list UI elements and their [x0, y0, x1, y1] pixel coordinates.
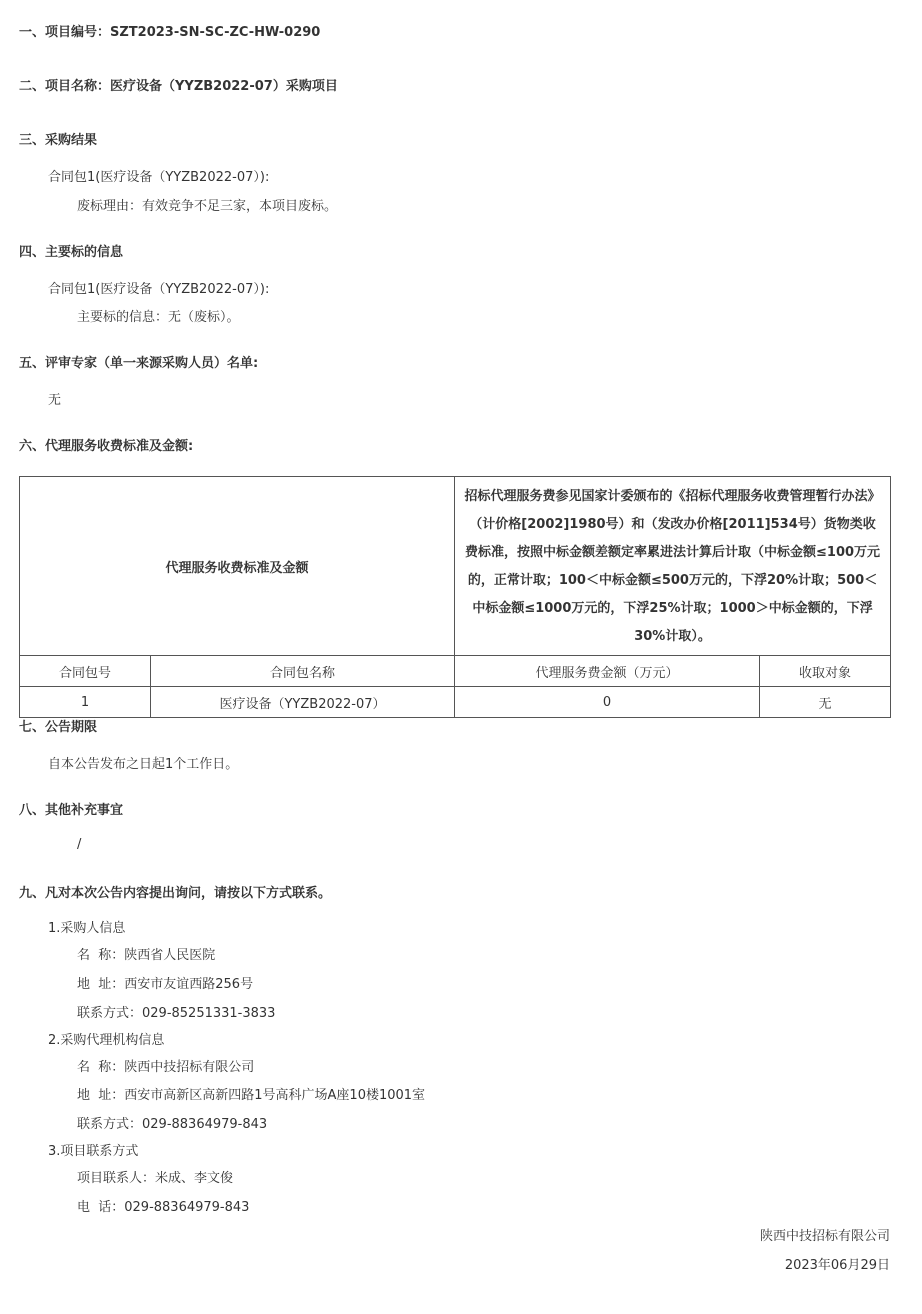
agency-info-title: 2.采购代理机构信息 — [48, 1033, 165, 1048]
col-header-charge-target: 收取对象 — [760, 656, 891, 687]
notice-period-detail: 自本公告发布之日起1个工作日。 — [48, 757, 239, 772]
col-header-package-name: 合同包名称 — [151, 656, 455, 687]
project-contact-title: 3.项目联系方式 — [48, 1144, 139, 1159]
footer-company: 陕西中技招标有限公司 — [759, 1229, 890, 1244]
project-contact-person: 项目联系人：米成、李文俊 — [77, 1171, 234, 1186]
project-number-heading: 一、项目编号：SZT2023-SN-SC-ZC-HW-0290 — [19, 25, 321, 40]
experts-heading: 五、评审专家（单一来源采购人员）名单: — [19, 356, 259, 371]
notice-period-heading: 七、公告期限 — [19, 720, 98, 735]
main-subject-heading: 四、主要标的信息 — [19, 245, 124, 260]
col-header-package-no: 合同包号 — [20, 656, 151, 687]
cell-package-no: 1 — [20, 687, 151, 718]
cell-package-name: 医疗设备（YYZB2022-07） — [151, 687, 455, 718]
procurement-result-heading: 三、采购结果 — [19, 133, 98, 148]
agency-fee-heading: 六、代理服务收费标准及金额: — [19, 439, 194, 454]
agency-name: 名 称：陕西中技招标有限公司 — [77, 1060, 255, 1075]
purchaser-name: 名 称：陕西省人民医院 — [77, 948, 216, 963]
other-matters-detail: / — [77, 837, 82, 852]
contact-heading: 九、凡对本次公告内容提出询问，请按以下方式联系。 — [19, 886, 332, 901]
purchaser-address: 地 址：西安市友谊西路256号 — [77, 977, 254, 992]
fee-standard-text: 招标代理服务费参见国家计委颁布的《招标代理服务收费管理暂行办法》（计价格[2002]1980号）和（发改办价格[2011]534号）货物类收费标准，按照中标金额差额定率累进法计算后计取（中标金额≤100万元的，正常计取；100＜中标金额≤500万元的，下浮20%计取；500＜中标金额≤1000万元的，下浮25%计取；1000＞中标金额的，下浮30%计取）。 — [455, 477, 891, 656]
cell-charge-target: 无 — [760, 687, 891, 718]
result-detail: 废标理由：有效竞争不足三家，本项目废标。 — [77, 199, 338, 214]
subject-detail: 主要标的信息：无（废标）。 — [77, 310, 240, 325]
agency-contact: 联系方式：029-88364979-843 — [77, 1117, 268, 1132]
agency-address: 地 址：西安市高新区高新四路1号高科广场A座10楼1001室 — [77, 1088, 426, 1103]
purchaser-contact: 联系方式：029-85251331-3833 — [77, 1006, 276, 1021]
purchaser-info-title: 1.采购人信息 — [48, 921, 126, 936]
experts-detail: 无 — [48, 393, 62, 408]
project-contact-phone: 电 话：029-88364979-843 — [77, 1200, 250, 1215]
other-matters-heading: 八、其他补充事宜 — [19, 803, 124, 818]
result-package-label: 合同包1(医疗设备（YYZB2022-07）): — [48, 170, 270, 185]
table-header-row — [20, 656, 891, 687]
col-header-fee-amount: 代理服务费金额（万元） — [455, 656, 760, 687]
footer-date: 2023年06月29日 — [784, 1258, 890, 1273]
table-row — [20, 687, 891, 718]
fee-standard-label: 代理服务收费标准及金额 — [20, 477, 455, 656]
project-name-heading: 二、项目名称：医疗设备（YYZB2022-07）采购项目 — [19, 79, 338, 94]
agency-fee-table — [19, 476, 891, 718]
cell-fee-amount: 0 — [455, 687, 760, 718]
subject-package-label: 合同包1(医疗设备（YYZB2022-07）): — [48, 282, 270, 297]
